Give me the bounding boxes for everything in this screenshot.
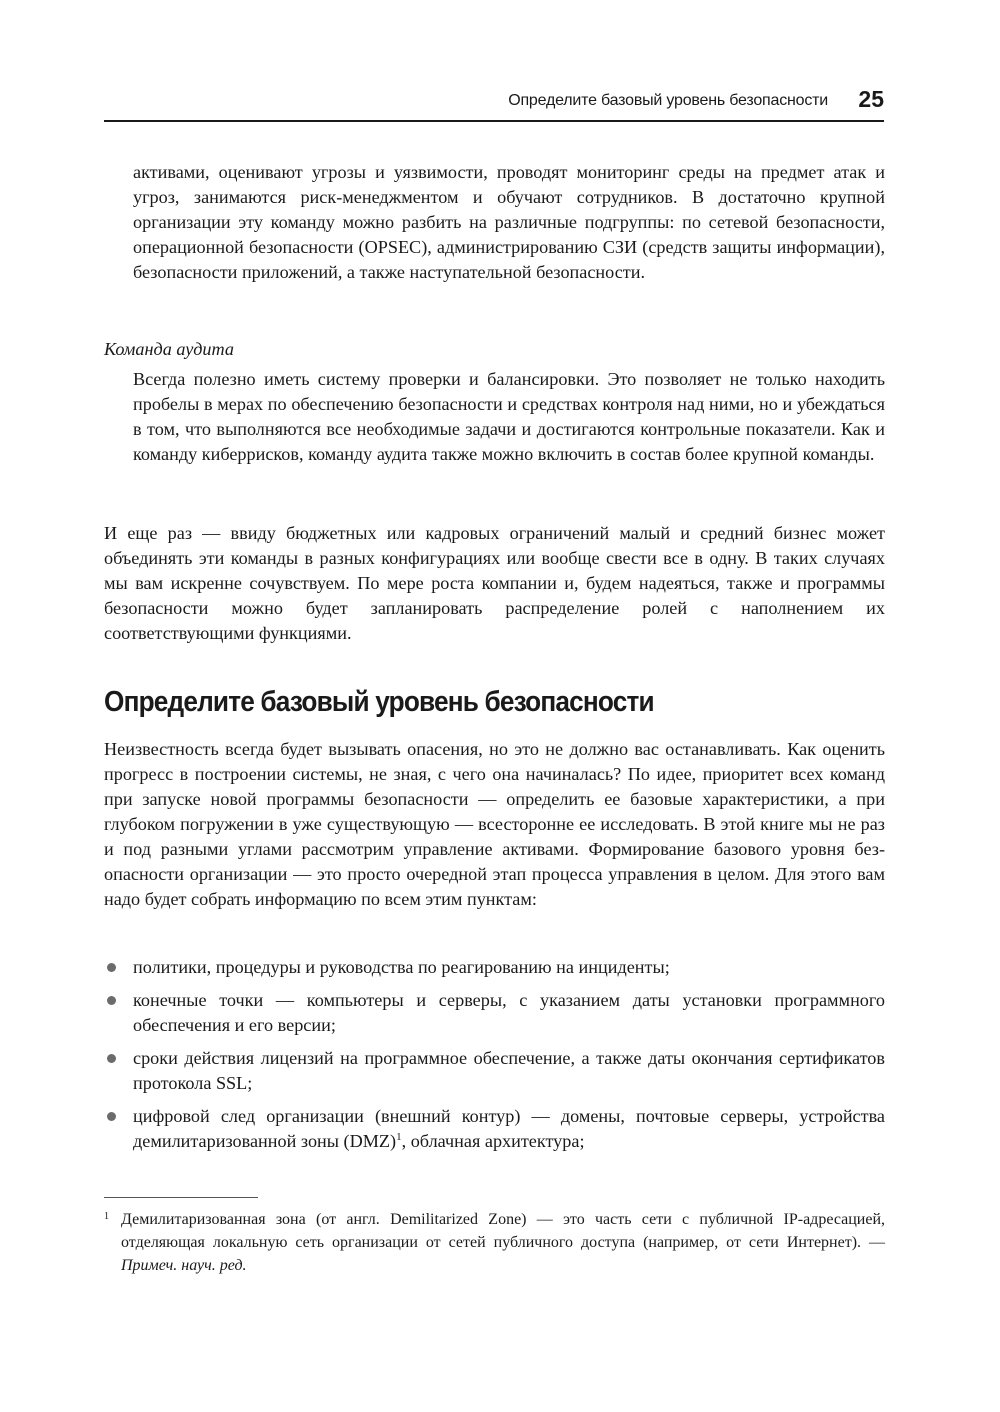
list-item [104, 988, 885, 1038]
list-item-tail: , облачная архитектура; [401, 1131, 585, 1151]
list-item [104, 955, 885, 980]
bullet-dot-icon [107, 963, 116, 972]
footnote [104, 1208, 885, 1277]
list-item-text: политики, процедуры и руководства по реагированию на инциденты; [133, 957, 670, 977]
bullet-dot-icon [107, 1112, 116, 1121]
list-item [104, 1104, 885, 1154]
running-title: Определите базовый уровень безопасности [508, 92, 828, 109]
baseline-bullet-list [104, 955, 885, 1162]
footnote-reference[interactable]: 1 [396, 1130, 402, 1143]
footnote-mark: 1 [104, 1211, 109, 1222]
audit-team-description: Всегда полезно иметь систему проверки и балансировки. Это позволяет не только находить пробелы в мерах по обеспечению безопасности и средствах контроля над ними, но и убеждаться в том, что выполняются все необходимые задачи и достигаются контрольные показатели. Как и команду киберрисков, команду аудита также можно включить в состав более крупной команды. [133, 369, 885, 464]
bullet-dot-icon [107, 1054, 116, 1063]
list-item-text: сроки действия лицензий на программное обеспечение, а также даты окончания сертификатов протокола SSL; [133, 1048, 885, 1093]
audit-team-term: Команда аудита [104, 339, 234, 359]
list-item-text: конечные точки — компьютеры и серверы, с указанием даты установки программного обеспечения и его версии; [133, 990, 885, 1035]
footnote-text: Демилитаризованная зона (от англ. Demilitarized Zone) — это часть сети с публичной IP-адресацией, отделяющая локальную сеть организации от сетей публичного доступа (например, от сети Интернет). — [121, 1211, 885, 1251]
running-header [104, 86, 884, 122]
page-number: 25 [858, 86, 884, 112]
footnote-divider [104, 1197, 258, 1198]
section-heading: Определите базовый уровень безопасности [104, 686, 654, 718]
section-paragraph: Неизвестность всегда будет вызывать опасения, но это не должно вас останавливать. Как оценить прогресс в построении системы, не зная, с чего она начиналась? По идее, приоритет всех команд при запуске новой программы безопасности — определить ее базовые характеристики, а при глубоком погружении в уже существующую — всесторонне ее исследовать. В этой книге мы не раз и под разными углами рассмотрим управление активами. Формирование базового уровня безопасности организации — это просто очередной этап процесса управления в целом. Для этого вам надо будет собрать информацию по всем этим пунктам: [104, 739, 885, 909]
list-item [104, 1046, 885, 1096]
intro-paragraph: активами, оценивают угрозы и уязвимости, проводят мониторинг среды на предмет атак и угроз, занимаются риск-менеджментом и обучают сотрудников. В достаточно крупной организации эту команду можно разбить на различные подгруппы: по сетевой безопасности, операционной безопасности (OPSEC), администрированию СЗИ (средств защиты информации), безопасности приложений, а также наступательной безопасности. [133, 162, 885, 282]
bullet-dot-icon [107, 996, 116, 1005]
footnote-editor-note: Примеч. науч. ред. [121, 1257, 247, 1274]
list-item-text: цифровой след организации (внешний контур) — домены, почтовые серверы, устройства демилитаризованной зоны (DMZ) [133, 1106, 885, 1151]
budget-paragraph: И еще раз — ввиду бюджетных или кадровых ограничений малый и средний бизнес может объединять эти команды в разных конфигурациях или вообще свести все в одну. В таких случаях мы вам искренне сочувствуем. По мере роста компании и, будем надеяться, также и программы безопасности можно будет запланировать распределение ролей с наполнением их соответствующими функциями. [104, 523, 885, 643]
